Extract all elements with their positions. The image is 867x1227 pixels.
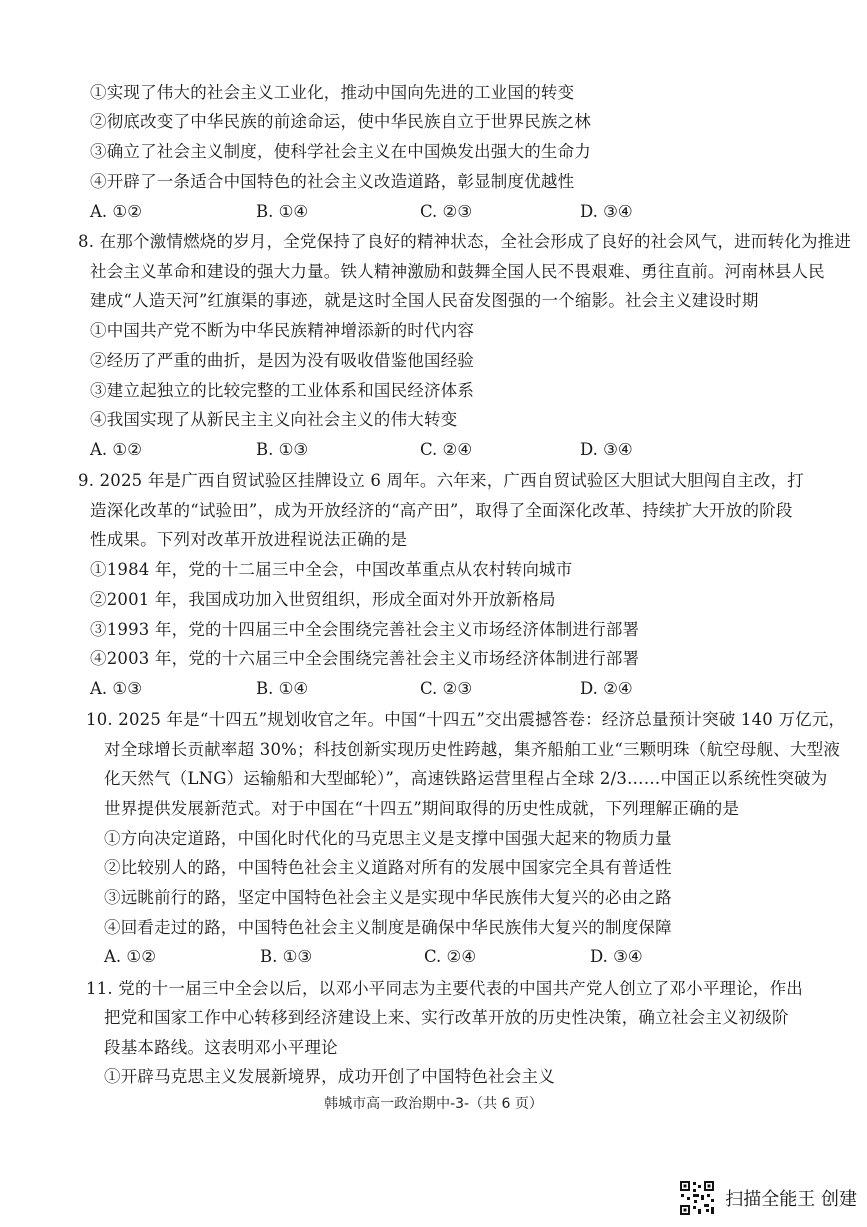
q9-stem-1: 9. 2025 年是广西自贸试验区挂牌设立 6 周年。六年来，广西自贸试验区大胆试大胆闯自主改，打 [78,471,805,490]
q8-option-c: C. ②④ [420,440,473,459]
q9-option-d: D. ②④ [580,679,633,698]
q10-stem-2: 对全球增长贡献率超 30%；科技创新实现历史性跨越，集齐船舶工业“三颗明珠（航空母舰、大型液 [104,740,841,759]
q8-item-1: ①中国共产党不断为中华民族精神增添新的时代内容 [90,321,475,340]
q9-option-b: B. ①④ [256,679,309,698]
q8-option-d: D. ③④ [580,440,633,459]
q10-stem-1: 10. 2025 年是“十四五”规划收官之年。中国“十四五”交出震撼答卷：经济总量预计突破 140 万亿元， [86,710,846,729]
q10-item-2: ②比较别人的路，中国特色社会主义道路对所有的发展中国家完全具有普适性 [104,858,672,877]
q10-stem-3: 化天然气（LNG）运输船和大型邮轮）”，高速铁路运营里程占全球 2/3……中国正以系统性突破为 [104,769,828,788]
q10-item-4: ④回看走过的路，中国特色社会主义制度是确保中华民族伟大复兴的制度保障 [104,918,672,937]
q11-stem-2: 把党和国家工作中心转移到经济建设上来、实行改革开放的历史性决策，确立社会主义初级阶 [104,1008,789,1027]
q10-stem-4: 世界提供发展新范式。对于中国在“十四五”期间取得的历史性成就，下列理解正确的是 [104,799,740,818]
q8-stem-2: 社会主义革命和建设的强大力量。铁人精神激励和鼓舞全国人民不畏艰难、勇往直前。河南林县人民 [90,262,825,281]
q7-option-b: B. ①④ [256,202,309,221]
q10-option-b: B. ①③ [260,947,313,966]
q7-item-3: ③确立了社会主义制度，使科学社会主义在中国焕发出强大的生命力 [90,142,591,161]
q8-stem-1: 8. 在那个激情燃烧的岁月，全党保持了良好的精神状态，全社会形成了良好的社会风气，进而转化为推进 [78,232,852,251]
q11-stem-1: 11. 党的十一届三中全会以后，以邓小平同志为主要代表的中国共产党人创立了邓小平理论，作出 [86,979,803,998]
q9-item-2: ②2001 年，我国成功加入世贸组织，形成全面对外开放新格局 [90,590,556,609]
q10-item-1: ①方向决定道路，中国化时代化的马克思主义是支撑中国强大起来的物质力量 [104,829,672,848]
q9-item-3: ③1993 年，党的十四届三中全会围绕完善社会主义市场经济体制进行部署 [90,620,640,639]
q10-option-a: A. ①② [104,947,156,966]
watermark-text: 扫描全能王 创建 [725,1189,857,1210]
q7-item-2: ②彻底改变了中华民族的前途命运，使中华民族自立于世界民族之林 [90,112,591,131]
q9-stem-3: 性成果。下列对改革开放进程说法正确的是 [90,530,408,549]
q10-option-c: C. ②④ [424,947,477,966]
q7-item-1: ①实现了伟大的社会主义工业化，推动中国向先进的工业国的转变 [90,83,575,102]
q11-item-1: ①开辟马克思主义发展新境界，成功开创了中国特色社会主义 [104,1067,555,1086]
page-footer: 韩城市高一政治期中-3-（共 6 页） [324,1096,543,1112]
q8-option-a: A. ①② [90,440,142,459]
q7-option-c: C. ②③ [420,202,473,221]
q10-item-3: ③远眺前行的路，坚定中国特色社会主义是实现中华民族伟大复兴的必由之路 [104,888,672,907]
q8-item-2: ②经历了严重的曲折，是因为没有吸收借鉴他国经验 [90,351,475,370]
q10-option-d: D. ③④ [590,947,643,966]
scanner-watermark [679,1180,857,1216]
q7-item-4: ④开辟了一条适合中国特色的社会主义改造道路，彰显制度优越性 [90,172,575,191]
q9-item-1: ①1984 年，党的十二届三中全会，中国改革重点从农村转向城市 [90,560,573,579]
q9-option-c: C. ②③ [420,679,473,698]
q9-stem-2: 造深化改革的“试验田”，成为开放经济的“高产田”，取得了全面深化改革、持续扩大开放的阶段 [90,501,793,520]
q8-stem-3: 建成“人造天河”红旗渠的事迹，就是这时全国人民奋发图强的一个缩影。社会主义建设时期 [90,291,759,310]
q11-stem-3: 段基本路线。这表明邓小平理论 [104,1038,338,1057]
qr-code-icon [679,1180,715,1216]
q8-item-4: ④我国实现了从新民主主义向社会主义的伟大转变 [90,410,458,429]
q8-item-3: ③建立起独立的比较完整的工业体系和国民经济体系 [90,381,475,400]
q8-option-b: B. ①③ [256,440,309,459]
q9-item-4: ④2003 年，党的十六届三中全会围绕完善社会主义市场经济体制进行部署 [90,649,640,668]
q7-option-d: D. ③④ [580,202,633,221]
q9-option-a: A. ①③ [90,679,142,698]
q7-option-a: A. ①② [90,202,142,221]
